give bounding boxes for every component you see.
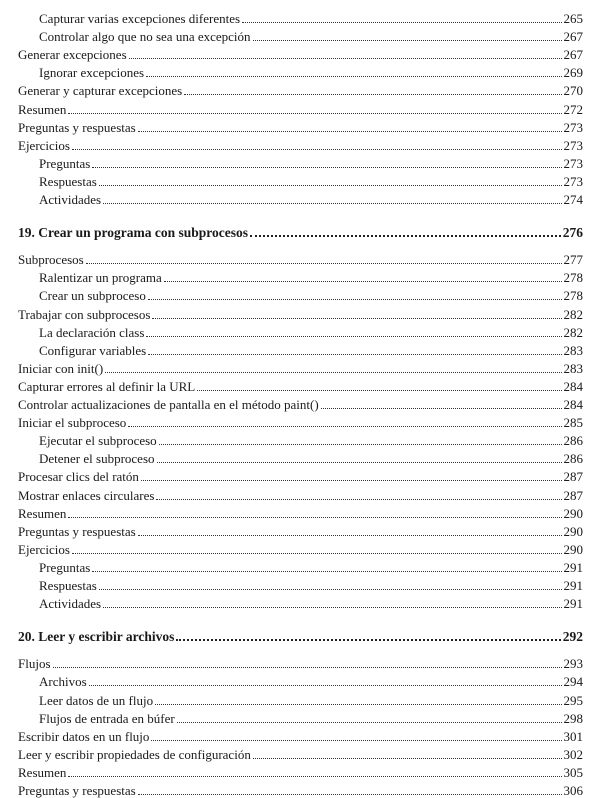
toc-entry <box>18 780 583 798</box>
entry-title: Ejecutar el subproceso <box>39 433 157 449</box>
dot-leader <box>128 426 561 427</box>
entry-title: Escribir datos en un flujo <box>18 728 150 744</box>
toc-entry <box>39 8 583 26</box>
dot-leader <box>99 185 562 186</box>
entry-page-number: 276 <box>562 225 583 241</box>
dot-leader <box>138 794 562 795</box>
toc-entry <box>18 80 583 98</box>
toc-entry <box>18 466 583 484</box>
entry-page-number: 306 <box>563 783 583 798</box>
dot-leader <box>68 776 561 777</box>
dot-leader <box>253 40 562 41</box>
entry-title: Resumen <box>18 505 67 521</box>
dot-leader <box>152 318 561 319</box>
dot-leader <box>53 667 562 668</box>
toc-entry <box>18 394 583 412</box>
entry-title: Capturar varias excepciones diferentes <box>39 11 241 26</box>
entry-page-number: 278 <box>563 288 583 304</box>
entry-page-number: 287 <box>563 469 583 485</box>
entry-page-number: 284 <box>563 397 583 412</box>
dot-leader <box>92 571 561 572</box>
entry-title: Ejercicios <box>18 137 70 153</box>
entry-title: Leer y escribir propiedades de configuración <box>18 746 251 762</box>
entry-title: Generar y capturar excepciones <box>18 83 183 99</box>
toc-entry <box>18 503 583 521</box>
entry-title: Flujos <box>18 656 51 672</box>
dot-leader <box>159 444 562 445</box>
entry-page-number: 305 <box>563 764 583 780</box>
entry-page-number: 287 <box>563 487 583 503</box>
toc-entry <box>18 726 583 744</box>
entry-page-number: 267 <box>563 47 583 63</box>
toc-entry <box>39 557 583 575</box>
dot-leader <box>155 704 561 705</box>
dot-leader <box>242 22 561 23</box>
entry-title: Ignorar excepciones <box>39 65 145 81</box>
entry-page-number: 283 <box>563 360 583 376</box>
dot-leader <box>138 535 562 536</box>
toc-entry <box>18 117 583 135</box>
entry-title: Preguntas y respuestas <box>18 119 136 135</box>
entry-page-number: 277 <box>563 252 583 268</box>
dot-leader <box>86 263 562 264</box>
entry-page-number: 302 <box>563 746 583 762</box>
dot-leader <box>146 76 561 77</box>
toc-entry <box>39 62 583 80</box>
toc-entry <box>18 304 583 322</box>
dot-leader <box>105 372 561 373</box>
entry-title: Controlar algo que no sea una excepción <box>39 29 251 45</box>
entry-title: Ejercicios <box>18 541 70 557</box>
dot-leader <box>148 299 562 300</box>
toc-entry <box>18 358 583 376</box>
entry-title: La declaración class <box>39 324 145 340</box>
dot-leader <box>184 94 561 95</box>
entry-page-number: 295 <box>563 692 583 708</box>
dot-leader <box>72 553 562 554</box>
entry-title: Actividades <box>39 596 102 612</box>
chapter-heading <box>18 222 583 240</box>
entry-title: Archivos <box>39 674 87 690</box>
toc-entry <box>39 171 583 189</box>
entry-page-number: 282 <box>563 306 583 322</box>
entry-title: Preguntas y respuestas <box>18 523 136 539</box>
toc-entry <box>18 485 583 503</box>
toc-entry <box>39 448 583 466</box>
dot-leader <box>141 480 562 481</box>
entry-title: Mostrar enlaces circulares <box>18 487 155 503</box>
entry-page-number: 290 <box>563 541 583 557</box>
entry-title: Controlar actualizaciones de pantalla en el método paint() <box>18 397 319 412</box>
entry-title: Procesar clics del ratón <box>18 469 139 485</box>
dot-leader <box>103 607 561 608</box>
toc-entry <box>18 135 583 153</box>
toc-entry <box>18 762 583 780</box>
entry-page-number: 267 <box>563 29 583 45</box>
entry-title: Detener el subproceso <box>39 451 155 467</box>
dot-leader <box>129 58 562 59</box>
entry-title: Generar excepciones <box>18 47 127 63</box>
toc-entry <box>39 322 583 340</box>
entry-title: Iniciar con init() <box>18 360 104 376</box>
entry-page-number: 284 <box>563 378 583 394</box>
dot-leader <box>89 685 562 686</box>
entry-page-number: 273 <box>563 137 583 153</box>
toc-entry <box>39 340 583 358</box>
toc-entry <box>18 744 583 762</box>
entry-title: Iniciar el subproceso <box>18 415 127 431</box>
toc-entry <box>18 44 583 62</box>
dot-leader <box>164 281 562 282</box>
toc-entry <box>39 285 583 303</box>
entry-page-number: 273 <box>563 119 583 135</box>
entry-title: Resumen <box>18 101 67 117</box>
toc-entry <box>18 376 583 394</box>
entry-page-number: 274 <box>563 192 583 207</box>
entry-page-number: 272 <box>563 101 583 117</box>
entry-title: 19. Crear un programa con subprocesos <box>18 225 249 241</box>
dot-leader <box>103 203 561 204</box>
dot-leader <box>138 131 562 132</box>
dot-leader <box>321 408 562 409</box>
dot-leader <box>176 639 560 641</box>
entry-page-number: 298 <box>563 710 583 726</box>
entry-page-number: 269 <box>563 65 583 81</box>
toc-entry <box>39 26 583 44</box>
toc-entry <box>18 653 583 671</box>
entry-title: Leer datos de un flujo <box>39 692 154 708</box>
dot-leader <box>151 740 561 741</box>
toc-entry <box>39 593 583 611</box>
toc-entry <box>39 189 583 207</box>
entry-title: Preguntas y respuestas <box>18 783 136 798</box>
dot-leader <box>157 462 562 463</box>
entry-page-number: 292 <box>562 629 583 645</box>
dot-leader <box>72 149 562 150</box>
entry-page-number: 290 <box>563 523 583 539</box>
entry-title: Capturar errores al definir la URL <box>18 378 196 394</box>
entry-title: 20. Leer y escribir archivos <box>18 629 175 645</box>
toc-entry <box>39 430 583 448</box>
entry-title: Subprocesos <box>18 252 84 268</box>
entry-title: Configurar variables <box>39 342 147 358</box>
dot-leader <box>68 113 561 114</box>
entry-page-number: 282 <box>563 324 583 340</box>
dot-leader <box>250 235 561 237</box>
chapter-heading <box>18 626 583 644</box>
entry-title: Preguntas <box>39 155 91 171</box>
dot-leader <box>156 499 561 500</box>
toc-entry <box>18 249 583 267</box>
dot-leader <box>197 390 561 391</box>
toc-entry <box>18 539 583 557</box>
dot-leader <box>253 758 562 759</box>
entry-title: Respuestas <box>39 578 97 593</box>
dot-leader <box>148 354 561 355</box>
entry-title: Trabajar con subprocesos <box>18 306 151 322</box>
entry-page-number: 278 <box>563 270 583 286</box>
entry-page-number: 286 <box>563 451 583 467</box>
toc-entry <box>39 690 583 708</box>
entry-page-number: 283 <box>563 342 583 358</box>
toc-entry <box>39 267 583 285</box>
toc-entry <box>39 708 583 726</box>
toc-entry <box>18 521 583 539</box>
toc-entry <box>39 671 583 689</box>
dot-leader <box>68 517 561 518</box>
entry-page-number: 291 <box>563 596 583 612</box>
dot-leader <box>146 336 561 337</box>
toc-entry <box>18 99 583 117</box>
dot-leader <box>92 167 561 168</box>
entry-title: Resumen <box>18 764 67 780</box>
entry-title: Flujos de entrada en búfer <box>39 710 175 726</box>
toc-entry <box>18 412 583 430</box>
entry-page-number: 294 <box>563 674 583 690</box>
entry-page-number: 293 <box>563 656 583 672</box>
toc-entry <box>39 575 583 593</box>
entry-title: Crear un subproceso <box>39 288 146 304</box>
entry-title: Ralentizar un programa <box>39 270 162 286</box>
entry-page-number: 301 <box>563 728 583 744</box>
dot-leader <box>99 589 562 590</box>
entry-title: Respuestas <box>39 173 97 189</box>
entry-title: Preguntas <box>39 559 91 575</box>
entry-page-number: 265 <box>563 11 583 26</box>
dot-leader <box>177 722 562 723</box>
entry-page-number: 273 <box>563 155 583 171</box>
entry-page-number: 291 <box>563 578 583 593</box>
entry-page-number: 291 <box>563 559 583 575</box>
entry-page-number: 285 <box>563 415 583 431</box>
entry-page-number: 290 <box>563 505 583 521</box>
entry-page-number: 273 <box>563 173 583 189</box>
entry-page-number: 270 <box>563 83 583 99</box>
toc-entry <box>39 153 583 171</box>
entry-title: Actividades <box>39 192 102 207</box>
entry-page-number: 286 <box>563 433 583 449</box>
